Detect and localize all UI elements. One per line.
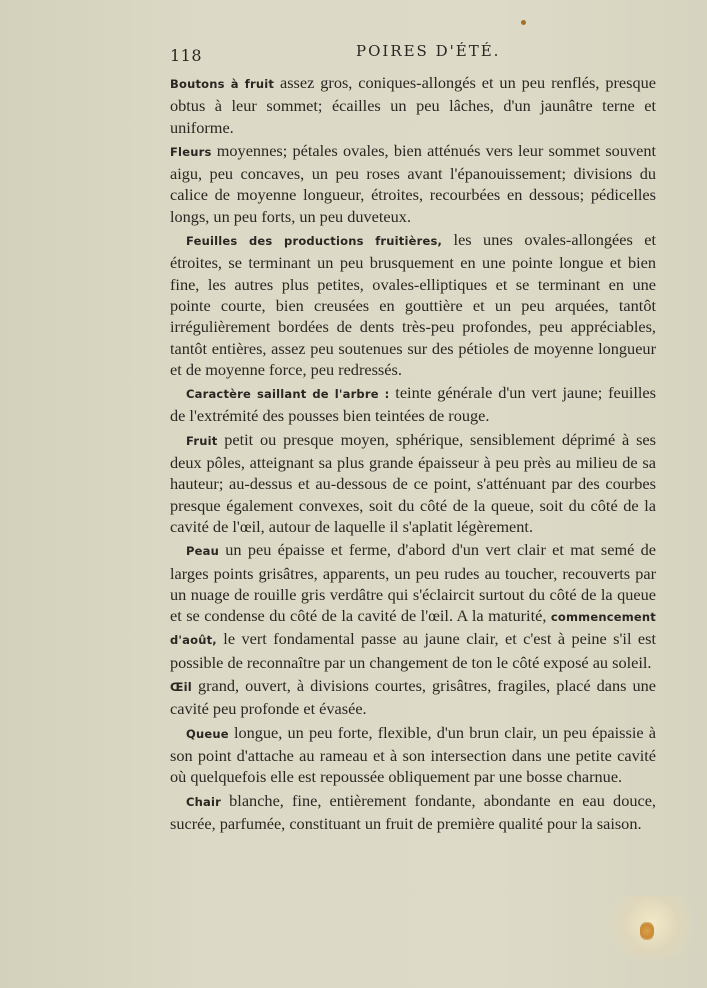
paragraph-chair [170, 790, 656, 835]
paragraph-text: les unes ovales-allongées et étroites, se terminant un peu brusquement en une pointe longue et bien fine, les autres plus petites, ovales-elliptiques et se terminant en une pointe courte, bien creusées en gouttière et un peu arquées, tantôt irrégulièrement bordées de dents très-peu profondes, peu appréciables, tantôt entières, assez peu soutenues sur des pétioles de moyenne longueur et de moyenne force, peu redressés. [170, 230, 656, 379]
paragraph-queue [170, 722, 656, 788]
run-in-heading: Boutons à fruit [170, 77, 275, 91]
run-in-heading: Feuilles des productions fruitières, [186, 234, 443, 249]
paragraph-text: blanche, fine, entièrement fondante, abondante en eau douce, sucrée, parfumée, constituant un fruit de première qualité pour la saison. [170, 790, 656, 833]
paragraph-text: petit ou presque moyen, sphérique, sensiblement déprimé à ses deux pôles, atteignant sa plus grande épaisseur à peu près au milieu de sa hauteur; au-dessus et au-dessous de ce point, s'atténuant par des courbes presque également convexes, soit du côté de la queue, soit du côté de la cavité de l'œil, autour de laquelle il s'aplatit légèrement. [170, 429, 656, 536]
paragraph-boutons [170, 72, 656, 138]
run-in-heading: Peau [186, 544, 219, 559]
run-in-heading: Fruit [186, 433, 218, 448]
paragraph-feuilles [170, 229, 656, 380]
paragraph-fleurs [170, 140, 656, 227]
run-in-heading: Fleurs [170, 144, 212, 159]
run-in-heading: Chair [186, 794, 222, 809]
ink-speck [521, 20, 526, 25]
page-header [170, 40, 660, 68]
paragraph-text: teinte générale d'un vert jaune; feuilles de l'extrémité des pousses bien teintées de rouge. [170, 383, 656, 426]
paragraph-text: grand, ouvert, à divisions courtes, grisâtres, fragiles, placé dans une cavité peu profonde et évasée. [170, 676, 656, 719]
paragraph-text: assez gros, coniques-allongés et un peu renflés, presque obtus à leur sommet; écailles un peu lâches, d'un jaunâtre terne et uniforme. [170, 73, 656, 137]
run-in-heading: Queue [186, 726, 229, 741]
run-in-heading: Caractère saillant de l'arbre : [186, 387, 390, 402]
stain-spot [640, 922, 654, 940]
paragraph-oeil [170, 675, 656, 720]
paragraph-peau [170, 539, 656, 673]
paragraph-fruit [170, 429, 656, 537]
inline-emphasis: commencement d'août, [170, 610, 656, 648]
paragraph-text: le vert fondamental passe au jaune clair, et c'est à peine s'il est possible de reconnaître par un changement de ton le côté exposé au soleil. [170, 629, 656, 672]
run-in-heading: Œil [170, 680, 192, 695]
running-title: POIRES D'ÉTÉ. [356, 42, 501, 60]
paragraph-text: moyennes; pétales ovales, bien atténués vers leur sommet souvent aigu, peu concaves, un peu roses avant l'épanouissement; divisions du calice de moyenne longueur, étroites, recourbées en dessous; pédicelles longs, un peu forts, un peu duveteux. [170, 140, 656, 226]
paragraph-text: un peu épaisse et ferme, d'abord d'un vert clair et mat semé de larges points grisâtres, apparents, un peu rudes au toucher, recouverts par un nuage de rouille gris verdâtre qui s'éclaircit surtout du côté de la queue et se condense du côté de la cavité de l'œil. A la maturité, [170, 540, 656, 626]
page-body [170, 72, 656, 836]
paragraph-caractere [170, 382, 656, 427]
paragraph-text: longue, un peu forte, flexible, d'un brun clair, un peu épaissie à son point d'attache au rameau et à son intersection dans une petite cavité où quelquefois elle est repoussée obliquement par une bosse charnue. [170, 722, 656, 787]
page-number: 118 [170, 46, 203, 65]
